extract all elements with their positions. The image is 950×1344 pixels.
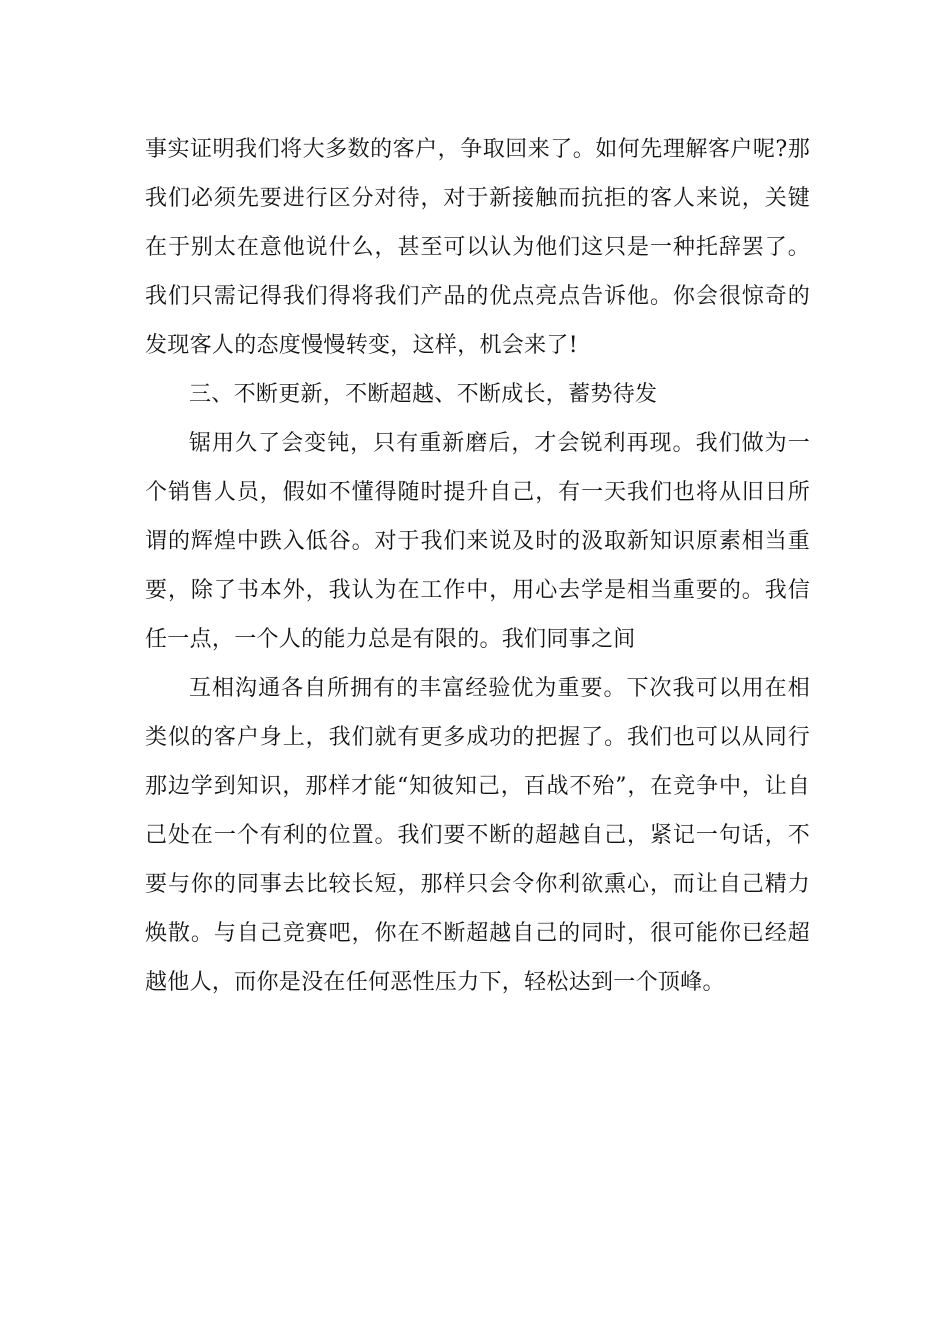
paragraph-communication: 互相沟通各自所拥有的丰富经验优为重要。下次我可以用在相类似的客户身上，我们就有更多成功的把握了。我们也可以从同行那边学到知识，那样才能“知彼知己，百战不殆”，在竞争中，让自己处在一个有利的位置。我们要不断的超越自己，紧记一句话，不要与你的同事去比较长短，那样只会令你利欲熏心，而让自己精力焕散。与自己竞赛吧，你在不断超越自己的同时，很可能你已经超越他人，而你是没在任何恶性压力下，轻松达到一个顶峰。 (145, 676, 810, 995)
paragraph-saw: 锯用久了会变钝，只有重新磨后，才会锐利再现。我们做为一个销售人员，假如不懂得随时提升自己，有一天我们也将从旧日所谓的辉煌中跌入低谷。对于我们来说及时的汲取新知识原素相当重要，除了书本外，我认为在工作中，用心去学是相当重要的。我信任一点，一个人的能力总是有限的。我们同事之间 (145, 431, 810, 652)
section-heading: 三、不断更新，不断超越、不断成长，蓄势待发 (189, 382, 658, 407)
body-text (145, 125, 810, 1007)
paragraph-intro: 事实证明我们将大多数的客户，争取回来了。如何先理解客户呢?那我们必须先要进行区分对待，对于新接触而抗拒的客人来说，关键在于别太在意他说什么，甚至可以认为他们这只是一种托辞罢了。我们只需记得我们得将我们产品的优点亮点告诉他。你会很惊奇的发现客人的态度慢慢转变，这样，机会来了! (145, 137, 810, 358)
